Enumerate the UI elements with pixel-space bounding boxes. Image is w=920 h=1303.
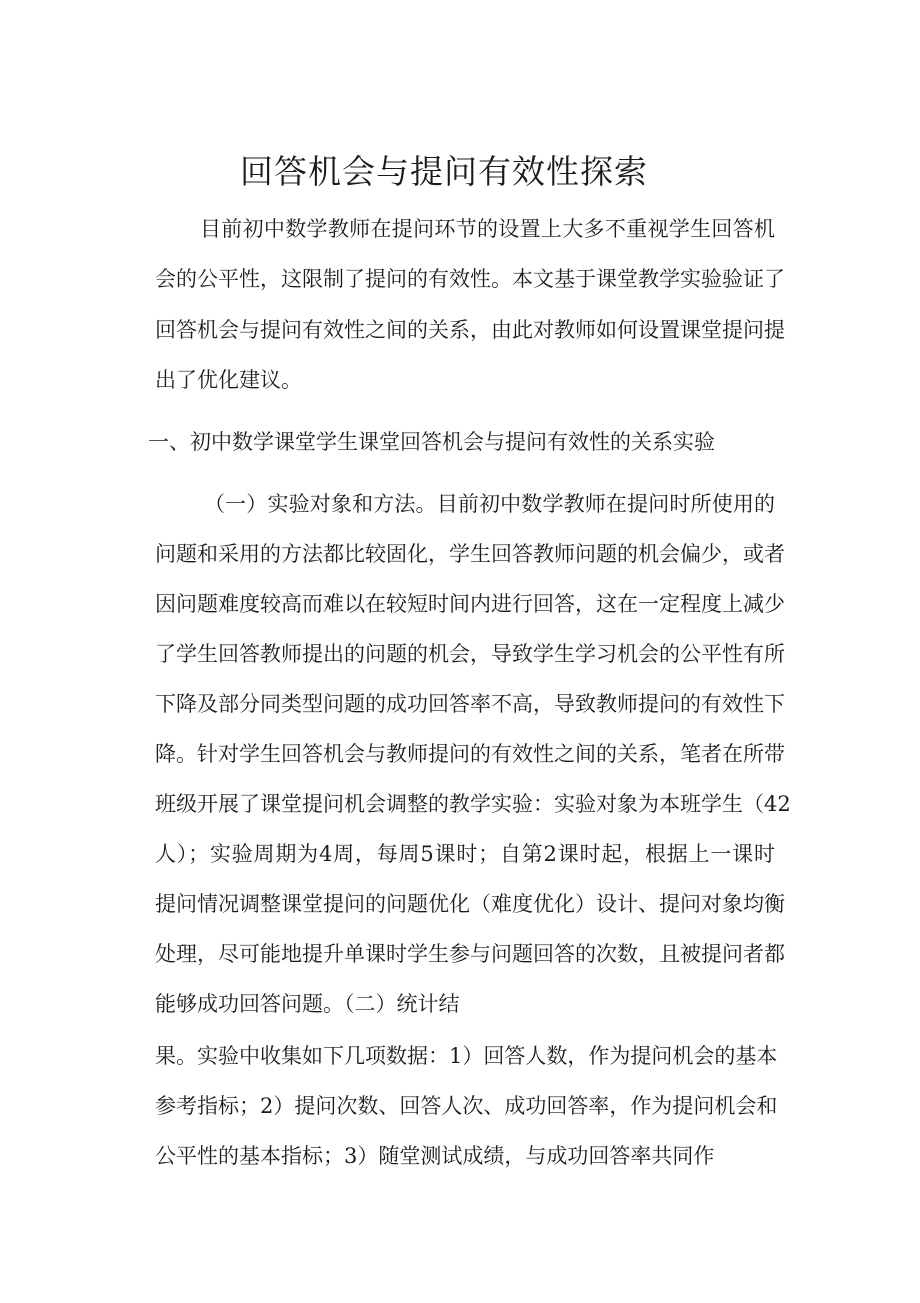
paragraph-2-line-1: （一）实验对象和方法。目前初中数学教师在提问时所使用的 bbox=[204, 492, 775, 516]
paragraph-2-line-3: 因问题难度较高而难以在较短时间内进行回答，这在一定程度上减少 bbox=[155, 592, 785, 616]
paragraph-3-line-2: 参考指标；2）提问次数、回答人次、成功回答率，作为提问机会和 bbox=[155, 1094, 778, 1118]
paragraph-1-line-3: 回答机会与提问有效性之间的关系，由此对教师如何设置课堂提问提 bbox=[155, 318, 785, 342]
paragraph-2-line-11: 能够成功回答问题。（二）统计结 bbox=[155, 992, 460, 1016]
paragraph-2-line-5: 下降及部分同类型问题的成功回答率不高，导致教师提问的有效性下 bbox=[155, 692, 785, 716]
paragraph-2-line-8: 人）；实验周期为4周，每周5课时；自第2课时起，根据上一课时 bbox=[155, 842, 775, 866]
paragraph-3-line-1: 果。实验中收集如下几项数据：1）回答人数，作为提问机会的基本 bbox=[155, 1044, 778, 1068]
paragraph-2-line-10: 处理，尽可能地提升单课时学生参与问题回答的次数，且被提问者都 bbox=[155, 942, 785, 966]
paragraph-3-line-3: 公平性的基本指标；3）随堂测试成绩，与成功回答率共同作 bbox=[155, 1144, 715, 1168]
document-title: 回答机会与提问有效性探索 bbox=[240, 152, 648, 191]
paragraph-1-line-4: 出了优化建议。 bbox=[155, 368, 302, 392]
paragraph-1-line-2: 会的公平性，这限制了提问的有效性。本文基于课堂教学实验验证了 bbox=[155, 267, 785, 291]
paragraph-2-line-9: 提问情况调整课堂提问的问题优化（难度优化）设计、提问对象均衡 bbox=[155, 892, 785, 916]
section-1-heading: 一、初中数学课堂学生课堂回答机会与提问有效性的关系实验 bbox=[148, 430, 715, 454]
paragraph-1-line-1: 目前初中数学教师在提问环节的设置上大多不重视学生回答机 bbox=[200, 217, 775, 241]
paragraph-2-line-4: 了学生回答教师提出的问题的机会，导致学生学习机会的公平性有所 bbox=[155, 642, 785, 666]
paragraph-2-line-2: 问题和采用的方法都比较固化，学生回答教师问题的机会偏少，或者 bbox=[155, 542, 785, 566]
paragraph-2-line-6: 降。针对学生回答机会与教师提问的有效性之间的关系，笔者在所带 bbox=[155, 742, 785, 766]
paragraph-2-line-7: 班级开展了课堂提问机会调整的教学实验：实验对象为本班学生（42 bbox=[155, 792, 791, 816]
